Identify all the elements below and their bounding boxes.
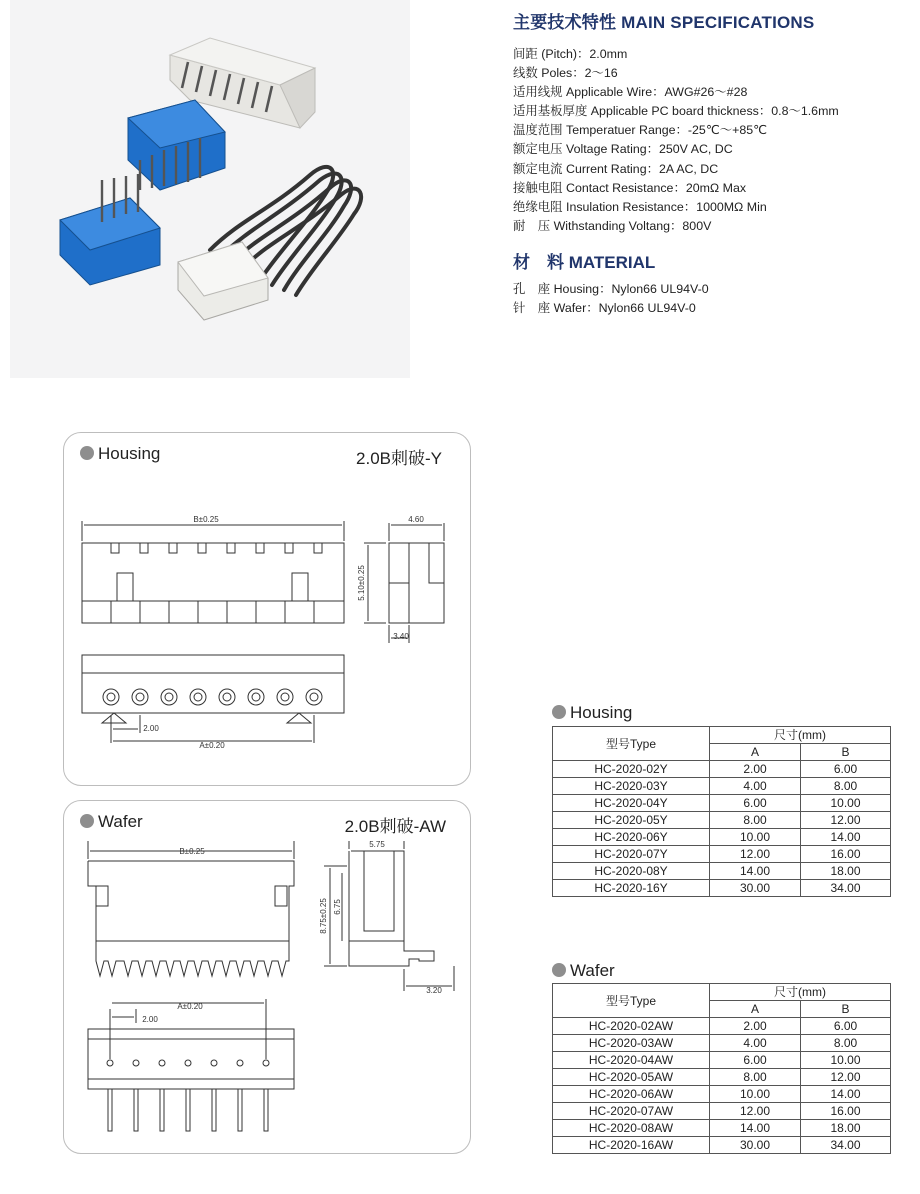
- table-cell: 14.00: [801, 1086, 891, 1103]
- wafer-table-title: Wafer: [552, 961, 615, 981]
- table-cell: 16.00: [801, 846, 891, 863]
- table-row: [553, 829, 891, 846]
- table-row: [553, 863, 891, 880]
- table-cell: HC-2020-08AW: [553, 1120, 710, 1137]
- housing-header-type: 型号Type: [553, 727, 710, 761]
- material-list: [513, 280, 709, 318]
- table-cell: 30.00: [710, 1137, 801, 1154]
- table-cell: 6.00: [801, 1018, 891, 1035]
- cable-assembly-image: [178, 167, 361, 320]
- table-cell: 6.00: [710, 795, 801, 812]
- dim-width-housing: 4.60: [408, 515, 424, 524]
- material-housing: 孔 座 Housing：Nylon66 UL94V-0: [513, 282, 709, 296]
- wafer-panel-title: Wafer: [80, 812, 143, 832]
- dim-height2-wafer: 6.75: [333, 899, 342, 915]
- wafer-technical-drawing: [64, 801, 470, 1153]
- table-row: [553, 1069, 891, 1086]
- table-cell: HC-2020-05AW: [553, 1069, 710, 1086]
- table-row: [553, 795, 891, 812]
- housing-panel-title: Housing: [80, 444, 160, 464]
- table-cell: HC-2020-06AW: [553, 1086, 710, 1103]
- specs-list: [513, 45, 839, 236]
- table-cell: 34.00: [801, 880, 891, 897]
- table-row: [553, 1103, 891, 1120]
- table-cell: 14.00: [710, 1120, 801, 1137]
- dim-height1-wafer: 8.75±0.25: [319, 898, 328, 934]
- housing-contact-holes: [103, 689, 322, 705]
- specs-title: 主要技术特性 MAIN SPECIFICATIONS: [513, 13, 815, 32]
- table-cell: 4.00: [710, 778, 801, 795]
- table-cell: 2.00: [710, 1018, 801, 1035]
- housing-header-b: B: [801, 744, 891, 761]
- table-cell: 14.00: [710, 863, 801, 880]
- spec-board-thickness: 适用基板厚度 Applicable PC board thickness：0.8～1.6mm: [513, 104, 839, 119]
- table-row: [553, 812, 891, 829]
- dim-depth-housing: 3.40: [393, 632, 409, 641]
- housing-front-slots: [111, 543, 322, 553]
- spec-insulation-resistance: 绝缘电阻 Insulation Resistance：1000MΩ Min: [513, 199, 767, 214]
- table-cell: 8.00: [801, 1035, 891, 1052]
- housing-header-a: A: [710, 744, 801, 761]
- table-cell: HC-2020-08Y: [553, 863, 710, 880]
- table-cell: 6.00: [801, 761, 891, 778]
- spec-pitch: 间距 (Pitch)：2.0mm: [513, 47, 628, 61]
- dim-pitch-housing: 2.00: [143, 724, 159, 733]
- bullet-icon: [552, 705, 566, 719]
- table-row: [553, 846, 891, 863]
- wafer-drawing-panel: [63, 800, 471, 1154]
- spec-wire: 适用线规 Applicable Wire：AWG#26～#28: [513, 85, 748, 100]
- table-cell: 30.00: [710, 880, 801, 897]
- dim-a-housing: A±0.20: [199, 741, 225, 750]
- table-cell: HC-2020-04AW: [553, 1052, 710, 1069]
- spec-poles: 线数 Poles：2～16: [513, 66, 618, 81]
- table-row: [553, 1086, 891, 1103]
- spec-withstanding-voltage: 耐 压 Withstanding Voltang：800V: [513, 218, 712, 233]
- material-title: 材 料 MATERIAL: [513, 253, 656, 272]
- dim-b-housing: B±0.25: [193, 515, 219, 524]
- table-row: [553, 1018, 891, 1035]
- table-row: [553, 1035, 891, 1052]
- housing-table-title: Housing: [552, 703, 632, 723]
- table-cell: 16.00: [801, 1103, 891, 1120]
- table-cell: HC-2020-05Y: [553, 812, 710, 829]
- bullet-icon: [552, 963, 566, 977]
- table-cell: 6.00: [710, 1052, 801, 1069]
- table-cell: 8.00: [801, 778, 891, 795]
- housing-panel-code: 2.0B刺破-Y: [356, 449, 442, 468]
- wafer-header-type: 型号Type: [553, 984, 710, 1018]
- table-cell: 12.00: [801, 812, 891, 829]
- table-cell: 2.00: [710, 761, 801, 778]
- table-cell: 12.00: [710, 1103, 801, 1120]
- dim-width-wafer: 5.75: [369, 840, 385, 849]
- table-cell: HC-2020-16AW: [553, 1137, 710, 1154]
- spec-voltage: 额定电压 Voltage Rating：250V AC, DC: [513, 142, 733, 157]
- table-cell: HC-2020-16Y: [553, 880, 710, 897]
- table-row: [553, 1052, 891, 1069]
- table-cell: HC-2020-07AW: [553, 1103, 710, 1120]
- wafer-table: [552, 983, 891, 1154]
- table-cell: 10.00: [710, 829, 801, 846]
- dim-depth-wafer: 3.20: [426, 986, 442, 995]
- table-cell: 10.00: [801, 795, 891, 812]
- table-cell: HC-2020-02Y: [553, 761, 710, 778]
- table-cell: HC-2020-03Y: [553, 778, 710, 795]
- wafer-header-dim: 尺寸(mm): [710, 984, 891, 1001]
- dim-height-housing: 5.10±0.25: [357, 565, 366, 601]
- material-wafer: 针 座 Wafer：Nylon66 UL94V-0: [513, 301, 696, 315]
- housing-technical-drawing: [64, 433, 470, 785]
- table-cell: 4.00: [710, 1035, 801, 1052]
- dim-a-wafer: A±0.20: [177, 1002, 203, 1011]
- housing-table: [552, 726, 891, 897]
- table-cell: 8.00: [710, 812, 801, 829]
- dim-pitch-wafer: 2.00: [142, 1015, 158, 1024]
- table-row: [553, 778, 891, 795]
- table-cell: 10.00: [710, 1086, 801, 1103]
- dim-b-wafer: B±0.25: [179, 847, 205, 856]
- table-cell: HC-2020-03AW: [553, 1035, 710, 1052]
- table-cell: HC-2020-02AW: [553, 1018, 710, 1035]
- table-row: [553, 761, 891, 778]
- spec-temperature: 温度范围 Temperatuer Range：-25℃～+85℃: [513, 123, 768, 138]
- table-row: [553, 1120, 891, 1137]
- table-cell: 18.00: [801, 863, 891, 880]
- table-cell: HC-2020-07Y: [553, 846, 710, 863]
- table-row: [553, 880, 891, 897]
- spec-contact-resistance: 接触电阻 Contact Resistance：20mΩ Max: [513, 180, 747, 195]
- table-cell: 18.00: [801, 1120, 891, 1137]
- housing-header-dim: 尺寸(mm): [710, 727, 891, 744]
- table-cell: 10.00: [801, 1052, 891, 1069]
- table-cell: 12.00: [801, 1069, 891, 1086]
- blue-header-image-top: [128, 100, 225, 190]
- wafer-panel-code: 2.0B刺破-AW: [344, 817, 446, 836]
- table-cell: 8.00: [710, 1069, 801, 1086]
- wafer-header-b: B: [801, 1001, 891, 1018]
- table-cell: 12.00: [710, 846, 801, 863]
- housing-drawing-panel: [63, 432, 471, 786]
- blue-header-image-bottom: [60, 174, 160, 285]
- table-cell: 34.00: [801, 1137, 891, 1154]
- spec-current: 额定电流 Current Rating：2A AC, DC: [513, 161, 719, 176]
- table-row: [553, 1137, 891, 1154]
- wafer-pin-holes: [107, 1060, 269, 1066]
- product-photo: [10, 0, 410, 378]
- wafer-header-a: A: [710, 1001, 801, 1018]
- table-cell: 14.00: [801, 829, 891, 846]
- table-cell: HC-2020-06Y: [553, 829, 710, 846]
- table-cell: HC-2020-04Y: [553, 795, 710, 812]
- wafer-pins: [108, 1089, 268, 1131]
- housing-front-cells: [111, 601, 314, 623]
